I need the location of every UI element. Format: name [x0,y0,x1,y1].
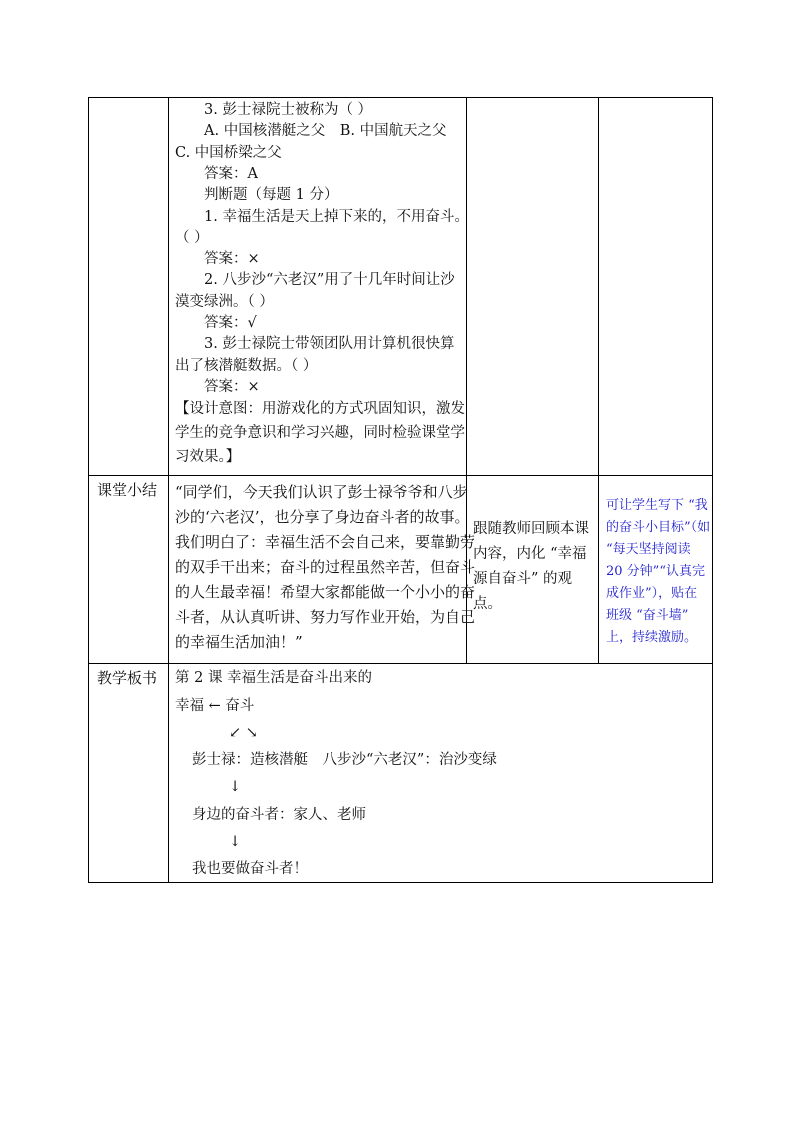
judge-a1: 答案：× [204,251,260,268]
quiz-option-c: C. 中国桥梁之父 [175,144,282,161]
note-line: 的奋斗小目标”（如 [606,520,711,535]
student-activity-line: 内容，内化 “幸福 [473,546,587,562]
summary-line: “同学们，今天我们认识了彭士禄爷爷和八步 [175,483,468,501]
note-line: 班级 “奋斗墙” [606,608,689,623]
note-line: 20 分钟”“认真完 [606,564,705,579]
summary-line: 的人生最幸福！希望大家都能做一个小小的奋 [175,583,476,601]
summary-line: 斗者，从认真听讲、努力写作业开始，为自己 [175,608,476,626]
design-intent-2: 学生的竞争意识和学习兴趣，同时检验课堂学 [175,425,465,441]
student-activity-line: 点。 [473,596,502,612]
blackboard-line-3: 彭士禄：造核潜艇 八步沙“六老汉”：治沙变绿 [192,752,497,768]
judge-q2: 2. 八步沙“六老汉”用了十几年时间让沙 [204,272,455,289]
table-border-left [88,97,89,883]
row-divider-2 [88,663,713,664]
judge-heading: 判断题（每题 1 分） [204,187,339,204]
judge-q1-paren: （ ） [175,229,209,246]
blackboard-line-4: 身边的奋斗者：家人、老师 [192,807,366,823]
table-border-bottom [88,882,713,883]
down-arrow-icon: ↓ [229,834,242,850]
note-line: 可让学生写下 “我 [606,498,708,513]
row-divider-1 [88,475,713,476]
quiz-answer-3: 答案：A [204,165,258,182]
note-line: 成作业”），贴在 [606,586,698,601]
judge-q3: 3. 彭士禄院士带领团队用计算机很快算 [204,336,455,353]
blackboard-label: 教学板书 [97,669,158,687]
blackboard-line-5: 我也要做奋斗者！ [192,861,308,877]
design-intent-1: 【设计意图：用游戏化的方式巩固知识，激发 [175,401,465,417]
note-line: “每天坚持阅读 [606,542,691,557]
design-intent-3-visible: 习效果。】 [175,449,241,465]
judge-a3: 答案：× [204,378,260,395]
blackboard-branch-arrows: ↙ ↘ [229,725,258,741]
judge-q1: 1. 幸福生活是天上掉下来的，不用奋斗。 [204,208,469,225]
column-divider-2 [466,97,467,664]
judge-q3-cont: 出了核潜艇数据。（ ） [175,357,318,374]
quiz-question-3: 3. 彭士禄院士被称为（ ） [204,102,373,118]
table-border-right [712,97,713,883]
note-line: 上，持续激励。 [606,630,698,645]
judge-a2: 答案：√ [204,315,257,331]
column-divider-3 [598,97,599,664]
column-divider-1 [168,97,169,883]
student-activity-line: 源自奋斗” 的观 [473,571,573,587]
quiz-options-ab: A. 中国核潜艇之父 B. 中国航天之父 [204,123,447,140]
blackboard-title: 第 2 课 幸福生活是奋斗出来的 [175,670,373,686]
summary-line: 的幸福生活加油！” [175,633,303,651]
summary-label: 课堂小结 [97,481,158,499]
student-activity-line: 跟随教师回顾本课 [473,521,589,537]
summary-line: 的双手干出来；奋斗的过程虽然辛苦，但奋斗 [175,558,476,576]
summary-line: 沙的‘六老汉’，也分享了身边奋斗者的故事。 [175,508,470,526]
judge-q2-cont: 漠变绿洲。（ ） [175,293,274,310]
down-arrow-icon: ↓ [229,779,242,795]
summary-line: 我们明白了：幸福生活不会自己来，要靠勤劳 [175,533,476,551]
table-border-top [88,97,713,98]
blackboard-line-1: 幸福 ← 奋斗 [175,698,255,714]
